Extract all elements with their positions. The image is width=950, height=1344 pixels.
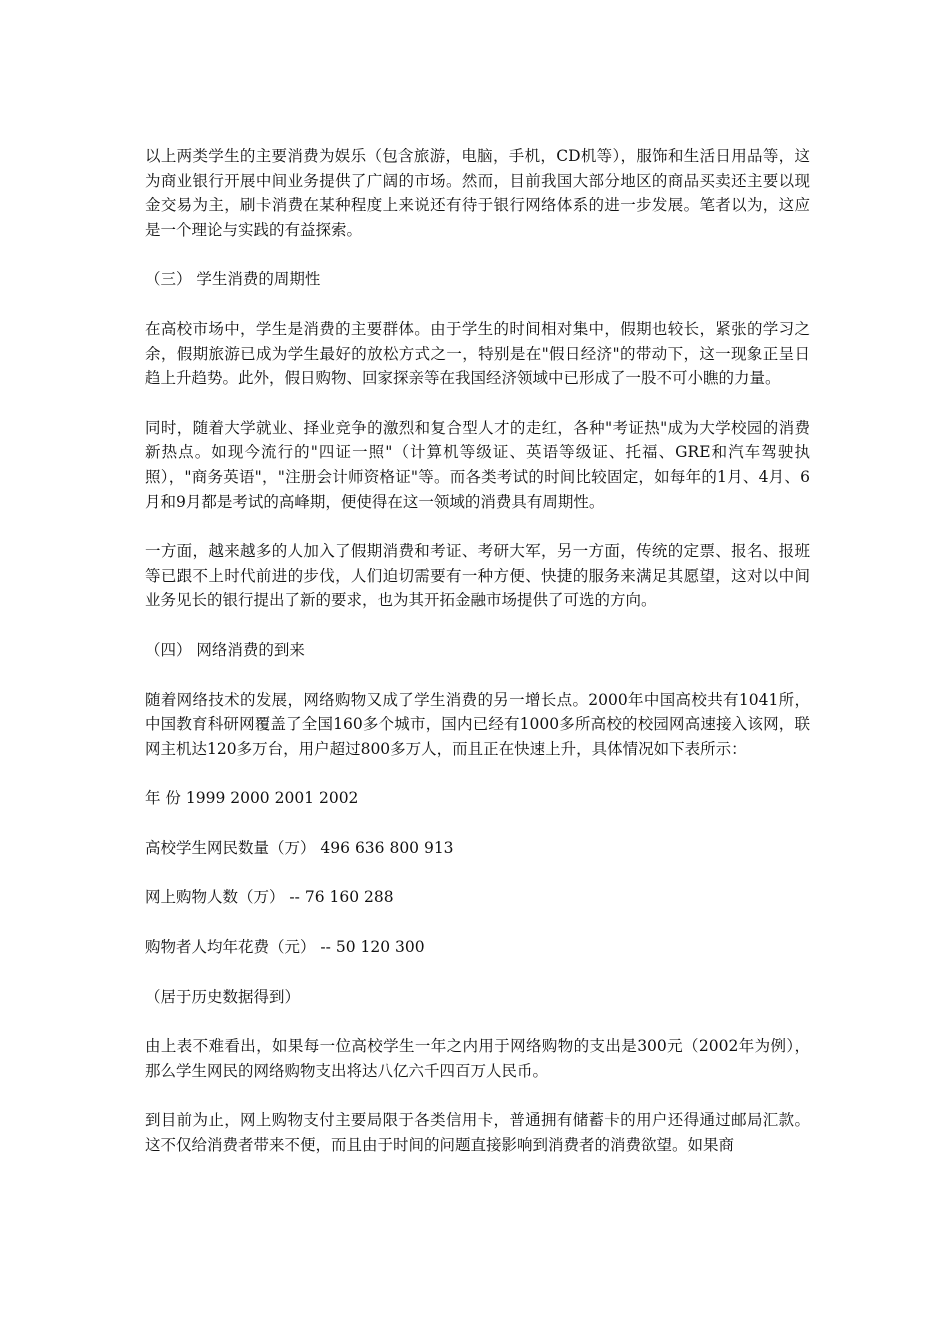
paragraph-periodicity: 在高校市场中，学生是消费的主要群体。由于学生的时间相对集中，假期也较长，紧张的学习之余，假期旅游已成为学生最好的放松方式之一，特别是在"假日经济"的带动下，这一现象正呈日趋上升趋势。此外，假日购物、回家探亲等在我国经济领域中已形成了一股不可小瞧的力量。	[145, 319, 810, 388]
paragraph-payment-methods: 到目前为止，网上购物支付主要局限于各类信用卡，普通拥有储蓄卡的用户还得通过邮局汇款。这不仅给消费者带来不便，而且由于时间的问题直接影响到消费者的消费欲望。如果商	[145, 1111, 810, 1155]
table-note: （居于历史数据得到）	[145, 987, 301, 1006]
paragraph-table-conclusion: 由上表不难看出，如果每一位高校学生一年之内用于网络购物的支出是300元（2002年为例），那么学生网民的网络购物支出将达八亿六千四百万人民币。	[145, 1037, 810, 1080]
paragraph-certificates: 同时，随着大学就业、择业竞争的激烈和复合型人才的走红，各种"考证热"成为大学校园的消费新热点。如现今流行的"四证一照"（计算机等级证、英语等级证、托福、GRE和汽车驾驶执照），"商务英语"，"注册会计师资格证"等。而各类考试的时间比较固定，如每年的1月、4月、6月和9月都是考试的高峰期，便使得在这一领域的消费具有周期性。	[145, 418, 810, 511]
table-row-shoppers: 网上购物人数（万） -- 76 160 288	[145, 888, 394, 907]
section-heading-4: （四） 网络消费的到来	[145, 640, 305, 659]
paragraph-network-consumption: 随着网络技术的发展，网络购物又成了学生消费的另一增长点。2000年中国高校共有1041所，中国教育科研网覆盖了全国160多个城市，国内已经有1000多所高校的校园网高速接入该网，联网主机达120多万台，用户超过800多万人，而且正在快速上升，具体情况如下表所示：	[145, 690, 810, 758]
paragraph-student-consumption: 以上两类学生的主要消费为娱乐（包含旅游，电脑，手机，CD机等），服饰和生活日用品等，这为商业银行开展中间业务提供了广阔的市场。然而，目前我国大部分地区的商品买卖还主要以现金交易为主，刷卡消费在某种程度上来说还有待于银行网络体系的进一步发展。笔者以为，这应是一个理论与实践的有益探索。	[145, 147, 810, 239]
paragraph-bank-opportunity: 一方面，越来越多的人加入了假期消费和考证、考研大军，另一方面，传统的定票、报名、报班等已跟不上时代前进的步伐，人们迫切需要有一种方便、快捷的服务来满足其愿望，这对以中间业务见长的银行提出了新的要求，也为其开拓金融市场提供了可选的方向。	[145, 542, 810, 610]
section-heading-3: （三） 学生消费的周期性	[145, 270, 321, 289]
document-body	[145, 144, 810, 1183]
table-row-netizens: 高校学生网民数量（万） 496 636 800 913	[145, 838, 454, 857]
table-row-spending: 购物者人均年花费（元） -- 50 120 300	[145, 938, 425, 957]
table-row-years: 年 份 1999 2000 2001 2002	[145, 789, 359, 808]
